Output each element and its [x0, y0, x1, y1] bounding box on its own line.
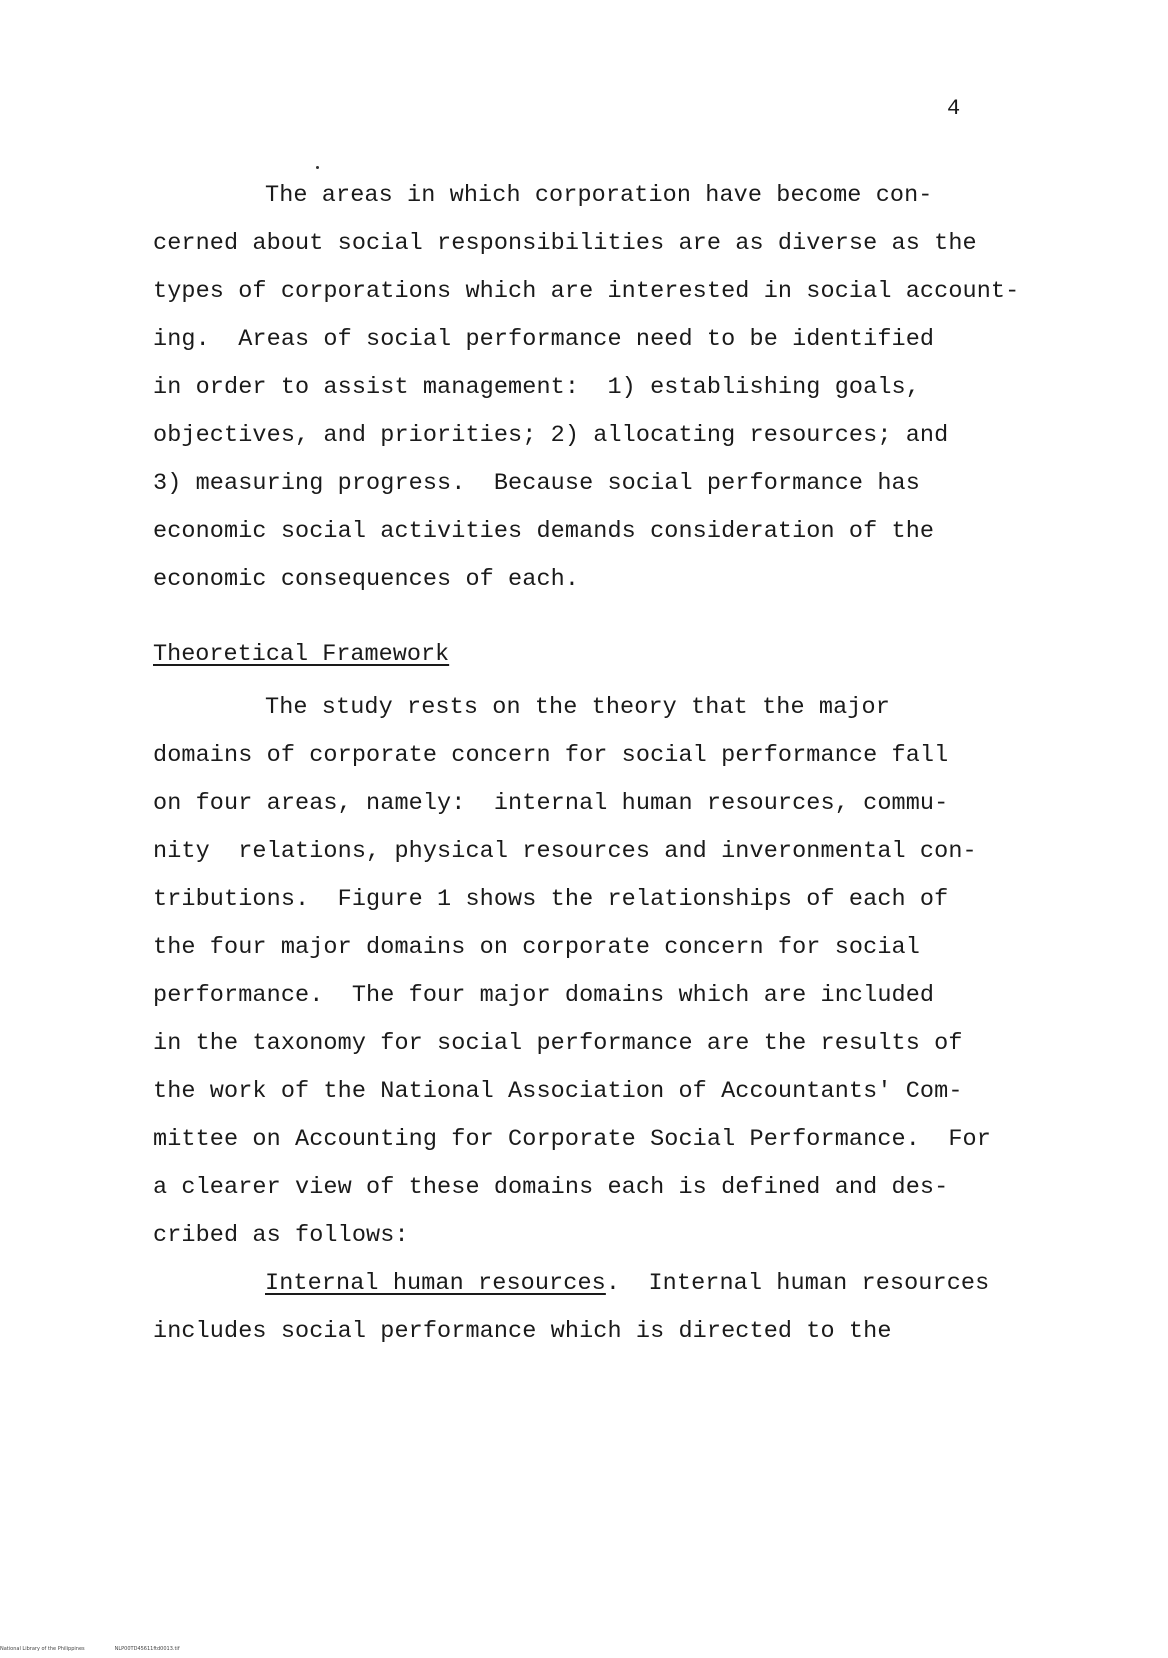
- paragraph-line: in order to assist management: 1) establishing goals,: [153, 374, 920, 401]
- footer-file: NLP00TD45611ftd0013.tif: [114, 1646, 180, 1652]
- page-number: 4: [947, 96, 961, 121]
- paragraph-line: mittee on Accounting for Corporate Social Performance. For: [153, 1126, 991, 1153]
- paragraph-line: the work of the National Association of Accountants' Com-: [153, 1078, 963, 1105]
- run-in-heading: Internal human resources: [265, 1270, 606, 1297]
- paragraph-line: economic social activities demands consideration of the: [153, 518, 935, 545]
- paragraph-line: in the taxonomy for social performance are the results of: [153, 1030, 963, 1057]
- paragraph-areas-of-concern: [153, 172, 1053, 604]
- paragraph-line: on four areas, namely: internal human resources, commu-: [153, 790, 949, 817]
- paragraph-line: includes social performance which is directed to the: [153, 1318, 892, 1345]
- paragraph-line: [153, 1260, 1053, 1308]
- paragraph-line: ing. Areas of social performance need to be identified: [153, 326, 935, 353]
- paragraph-line: domains of corporate concern for social performance fall: [153, 742, 949, 769]
- scan-footer: [0, 1646, 180, 1652]
- paragraph-internal-human-resources: [153, 1260, 1053, 1356]
- footer-library: National Library of the Philippines: [0, 1646, 85, 1652]
- paragraph-line: types of corporations which are interested in social account-: [153, 278, 1020, 305]
- paragraph-line: tributions. Figure 1 shows the relationships of each of: [153, 886, 949, 913]
- paragraph-text: Internal human resources: [648, 1270, 990, 1297]
- paragraph-line: cribed as follows:: [153, 1222, 409, 1249]
- paragraph-line: economic consequences of each.: [153, 566, 580, 593]
- paragraph-line: 3) measuring progress. Because social performance has: [153, 470, 920, 497]
- paragraph-theoretical-framework: [153, 684, 1053, 1260]
- paragraph-line: nity relations, physical resources and inveronmental con-: [153, 838, 977, 865]
- paragraph-line: a clearer view of these domains each is defined and des-: [153, 1174, 949, 1201]
- paragraph-line: the four major domains on corporate concern for social: [153, 934, 920, 961]
- paragraph-line: objectives, and priorities; 2) allocating resources; and: [153, 422, 949, 449]
- scan-speck: [316, 166, 319, 169]
- paragraph-line: The study rests on the theory that the major: [265, 694, 890, 721]
- paragraph-line: The areas in which corporation have become con-: [265, 182, 933, 209]
- paragraph-line: performance. The four major domains which are included: [153, 982, 935, 1009]
- paragraph-line: cerned about social responsibilities are as diverse as the: [153, 230, 977, 257]
- section-heading: Theoretical Framework: [153, 641, 450, 668]
- run-in-punctuation: .: [605, 1270, 649, 1297]
